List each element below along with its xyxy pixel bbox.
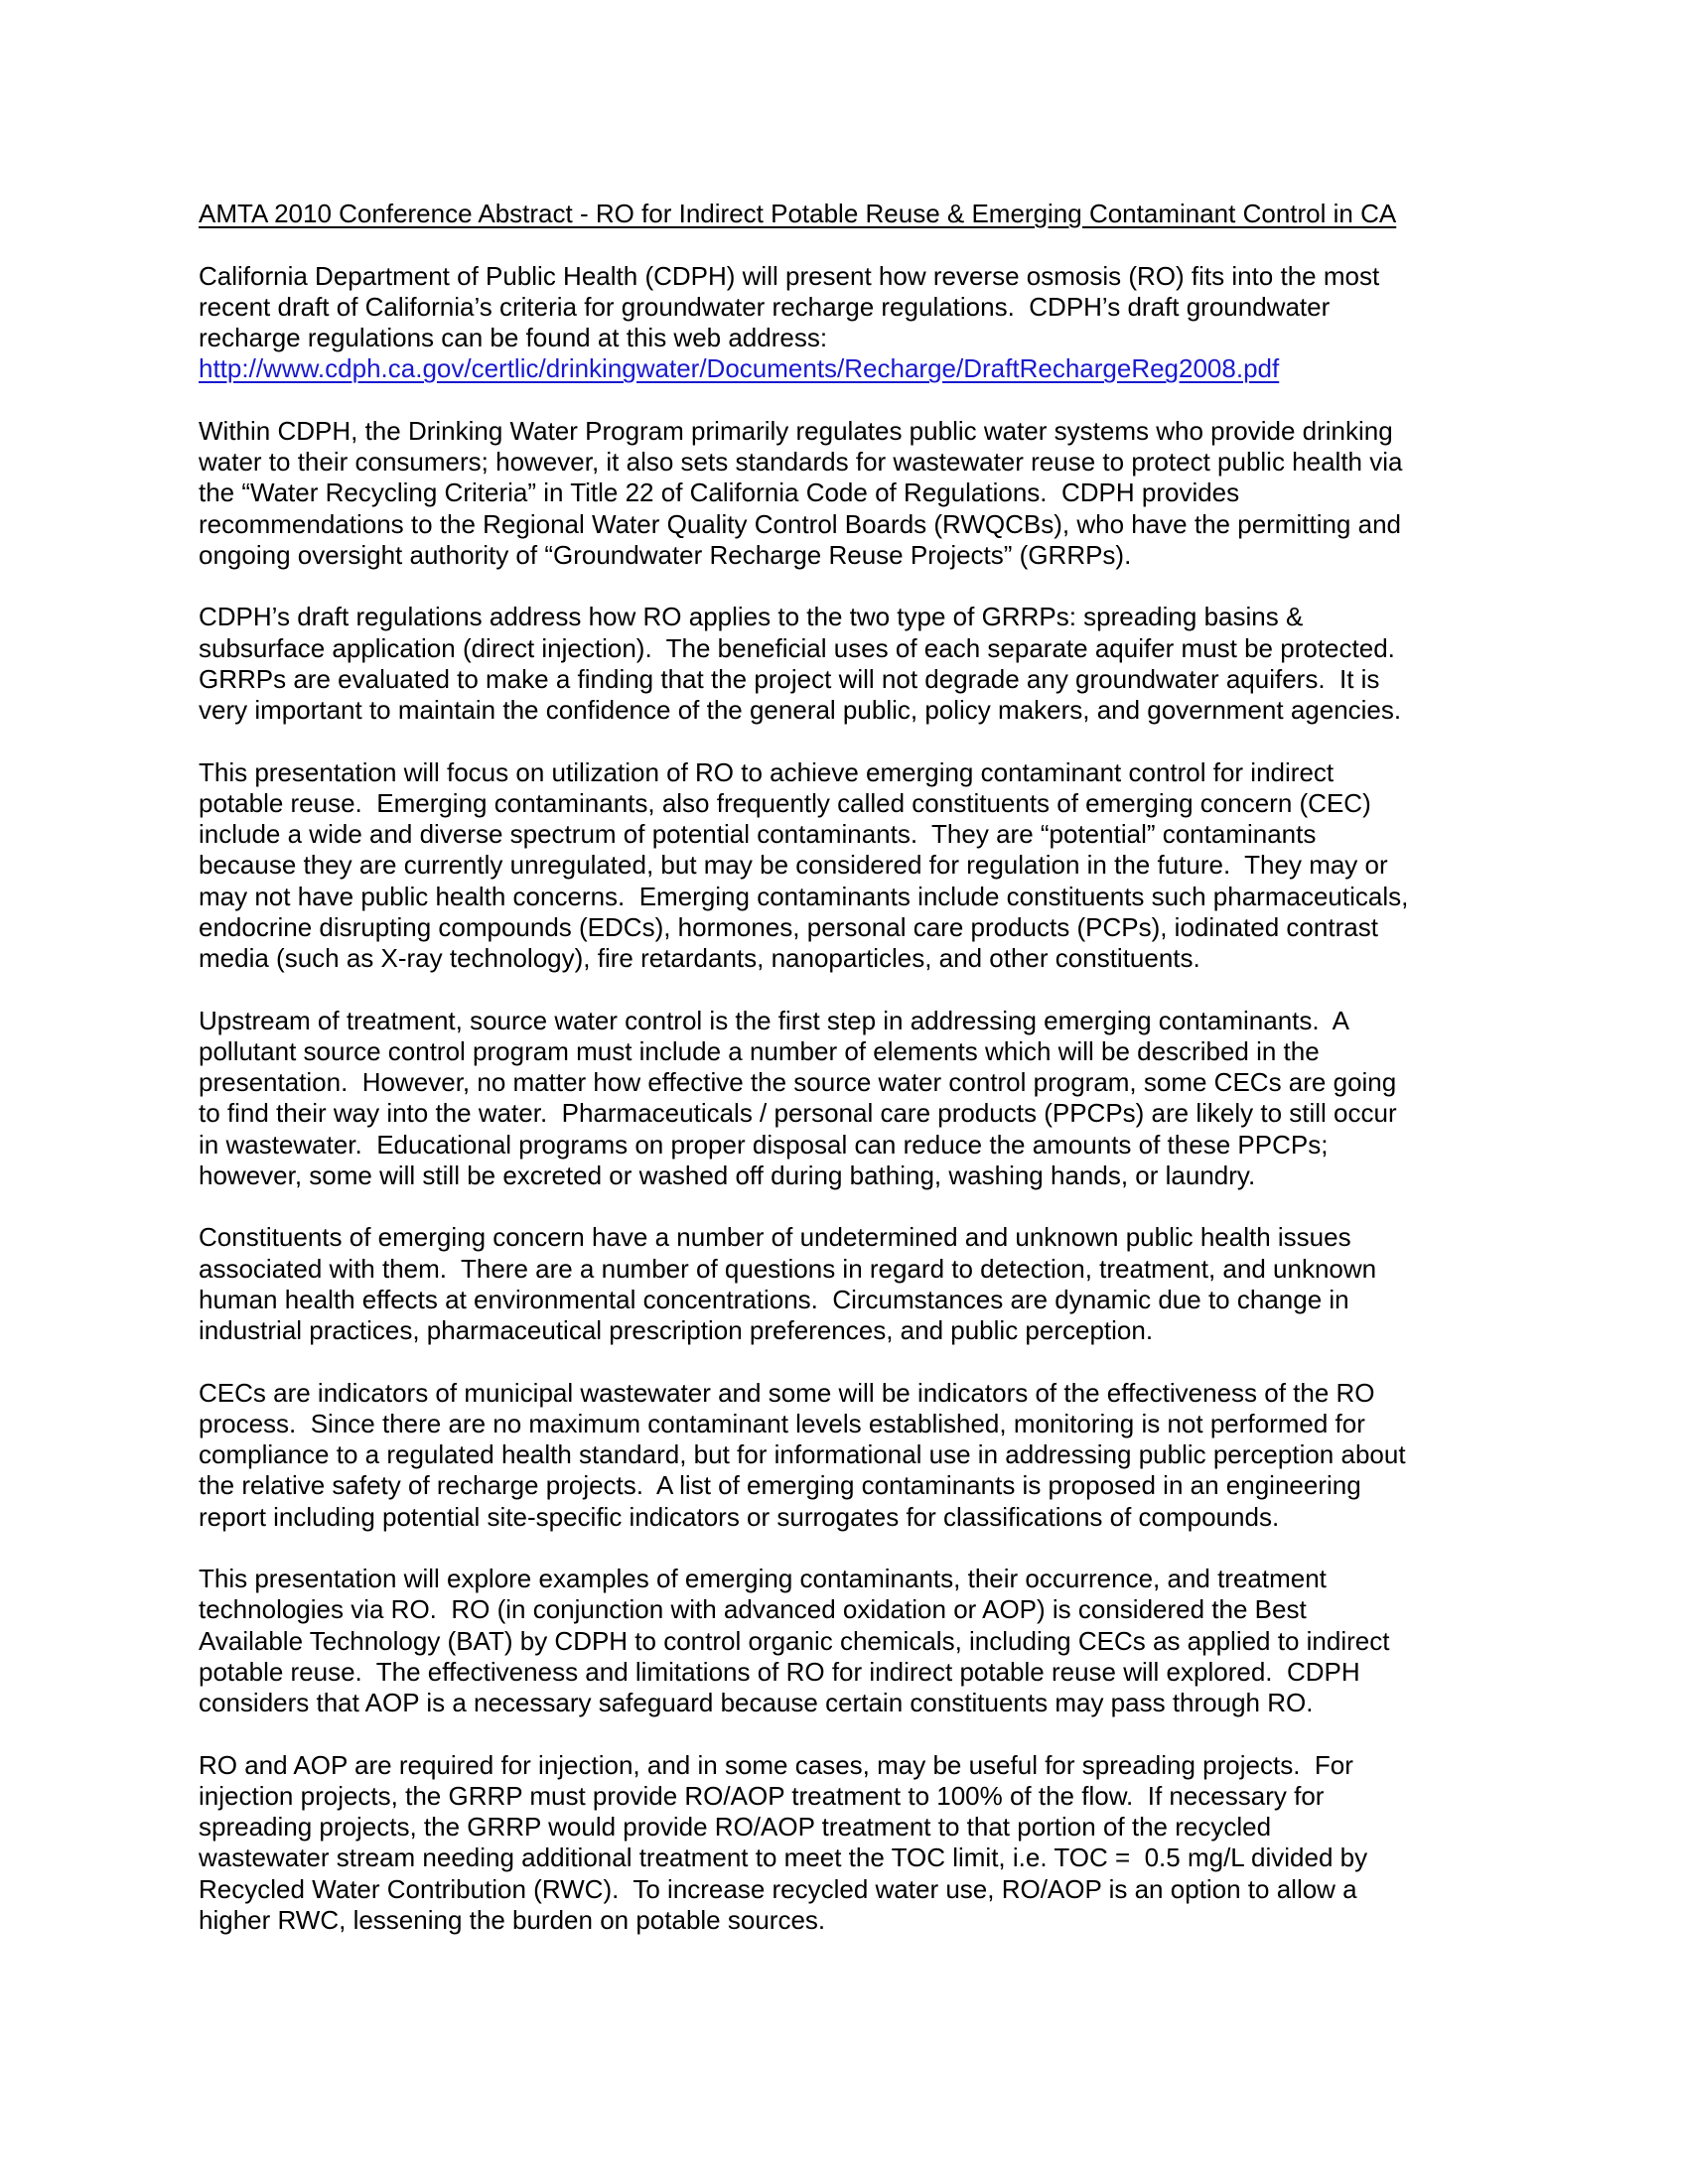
paragraph-line: CDPH’s draft regulations address how RO applies to the two type of GRRPs: spreading basins & xyxy=(199,602,1304,632)
paragraph-line: recommendations to the Regional Water Quality Control Boards (RWQCBs), who have the permitting and xyxy=(199,508,1401,539)
paragraph-emerging-contaminants xyxy=(199,757,1509,975)
paragraph-line: report including potential site-specific indicators or surrogates for classifications of compounds. xyxy=(199,1501,1280,1532)
paragraph-line: pollutant source control program must include a number of elements which will be described in the xyxy=(199,1035,1320,1066)
paragraph-source-control xyxy=(199,1006,1509,1192)
paragraph-line: endocrine disrupting compounds (EDCs), hormones, personal care products (PCPs), iodinated contrast xyxy=(199,911,1378,942)
paragraph-line: very important to maintain the confidence of the general public, policy makers, and government agencies. xyxy=(199,695,1402,725)
paragraph-line: Available Technology (BAT) by CDPH to control organic chemicals, including CECs as applied to indirect xyxy=(199,1625,1390,1656)
regulations-link[interactable]: http://www.cdph.ca.gov/certlic/drinkingwater/Documents/Recharge/DraftRechargeReg2008.pdf xyxy=(199,353,1280,384)
paragraph-line: may not have public health concerns. Emerging contaminants include constituents such pharmaceuticals, xyxy=(199,881,1409,911)
paragraph-cec-indicators xyxy=(199,1378,1509,1533)
paragraph-line: because they are currently unregulated, but may be considered for regulation in the future. They may or xyxy=(199,850,1388,881)
paragraph-line: GRRPs are evaluated to make a finding that the project will not degrade any groundwater aquifers. It is xyxy=(199,663,1380,694)
paragraph-line: process. Since there are no maximum contaminant levels established, monitoring is not performed for xyxy=(199,1408,1365,1438)
paragraph-intro xyxy=(199,261,1509,385)
paragraph-line: Within CDPH, the Drinking Water Program primarily regulates public water systems who provide drinking xyxy=(199,415,1393,446)
paragraph-line: the “Water Recycling Criteria” in Title 22 of California Code of Regulations. CDPH provides xyxy=(199,478,1240,508)
paragraph-line: ongoing oversight authority of “Groundwater Recharge Reuse Projects” (GRRPs). xyxy=(199,539,1132,570)
paragraph-line: to find their way into the water. Pharmaceuticals / personal care products (PPCPs) are likely to still occur xyxy=(199,1098,1397,1129)
paragraph-line: Recycled Water Contribution (RWC). To increase recycled water use, RO/AOP is an option to allow a xyxy=(199,1873,1357,1904)
paragraph-ro-aop-requirements xyxy=(199,1750,1509,1937)
document-page xyxy=(199,199,1509,1936)
paragraph-line: Upstream of treatment, source water control is the first step in addressing emerging contaminants. A xyxy=(199,1005,1349,1035)
paragraph-line: subsurface application (direct injection). The beneficial uses of each separate aquifer must be protected. xyxy=(199,632,1395,663)
paragraph-line: the relative safety of recharge projects. A list of emerging contaminants is proposed in an engineering xyxy=(199,1470,1361,1501)
paragraph-line: This presentation will explore examples of emerging contaminants, their occurrence, and treatment xyxy=(199,1564,1327,1593)
document-title: AMTA 2010 Conference Abstract - RO for Indirect Potable Reuse & Emerging Contaminant Control in CA xyxy=(199,199,1397,228)
paragraph-line: injection projects, the GRRP must provide RO/AOP treatment to 100% of the flow. If necessary for xyxy=(199,1780,1325,1811)
paragraph-line: CECs are indicators of municipal wastewater and some will be indicators of the effectiveness of the RO xyxy=(199,1377,1375,1408)
paragraph-line: presentation. However, no matter how effective the source water control program, some CECs are going xyxy=(199,1067,1397,1097)
paragraph-line: associated with them. There are a number of questions in regard to detection, treatment, and unknown xyxy=(199,1253,1377,1284)
paragraph-line: spreading projects, the GRRP would provide RO/AOP treatment to that portion of the recycled xyxy=(199,1812,1272,1842)
paragraph-line: recent draft of California’s criteria for groundwater recharge regulations. CDPH’s draft groundwater xyxy=(199,291,1331,322)
paragraph-line: California Department of Public Health (CDPH) will present how reverse osmosis (RO) fits into the most xyxy=(199,260,1380,291)
paragraph-line: considers that AOP is a necessary safeguard because certain constituents may pass through RO. xyxy=(199,1688,1314,1717)
paragraph-line: include a wide and diverse spectrum of potential contaminants. They are “potential” contaminants xyxy=(199,819,1317,849)
paragraph-drinking-water-program xyxy=(199,416,1509,571)
paragraph-line: water to their consumers; however, it also sets standards for wastewater reuse to protect public health via xyxy=(199,447,1403,477)
paragraph-line: however, some will still be excreted or washed off during bathing, washing hands, or laundry. xyxy=(199,1160,1256,1190)
paragraph-line: wastewater stream needing additional treatment to meet the TOC limit, i.e. TOC = 0.5 mg/L divided by xyxy=(199,1843,1368,1873)
paragraph-line: This presentation will focus on utilization of RO to achieve emerging contaminant control for indirect xyxy=(199,756,1335,787)
paragraph-line: industrial practices, pharmaceutical prescription preferences, and public perception. xyxy=(199,1315,1154,1345)
paragraph-line: technologies via RO. RO (in conjunction with advanced oxidation or AOP) is considered the Best xyxy=(199,1594,1307,1625)
paragraph-line: human health effects at environmental concentrations. Circumstances are dynamic due to change in xyxy=(199,1284,1349,1314)
paragraph-line: RO and AOP are required for injection, and in some cases, may be useful for spreading projects. For xyxy=(199,1749,1353,1780)
paragraph-grrp-types xyxy=(199,602,1509,726)
paragraph-line: Constituents of emerging concern have a number of undetermined and unknown public health issues xyxy=(199,1222,1351,1253)
paragraph-line: higher RWC, lessening the burden on potable sources. xyxy=(199,1904,826,1935)
paragraph-line: potable reuse. Emerging contaminants, also frequently called constituents of emerging concern (CEC) xyxy=(199,787,1371,818)
paragraph-line: recharge regulations can be found at this web address: xyxy=(199,323,828,352)
paragraph-line: compliance to a regulated health standard, but for informational use in addressing public perception about xyxy=(199,1439,1406,1469)
paragraph-line: potable reuse. The effectiveness and limitations of RO for indirect potable reuse will explored. CDPH xyxy=(199,1656,1360,1687)
paragraph-ro-bat xyxy=(199,1564,1509,1718)
paragraph-line: in wastewater. Educational programs on proper disposal can reduce the amounts of these PPCPs; xyxy=(199,1129,1329,1160)
paragraph-line: media (such as X-ray technology), fire retardants, nanoparticles, and other constituents. xyxy=(199,943,1200,973)
paragraph-health-issues xyxy=(199,1222,1509,1346)
